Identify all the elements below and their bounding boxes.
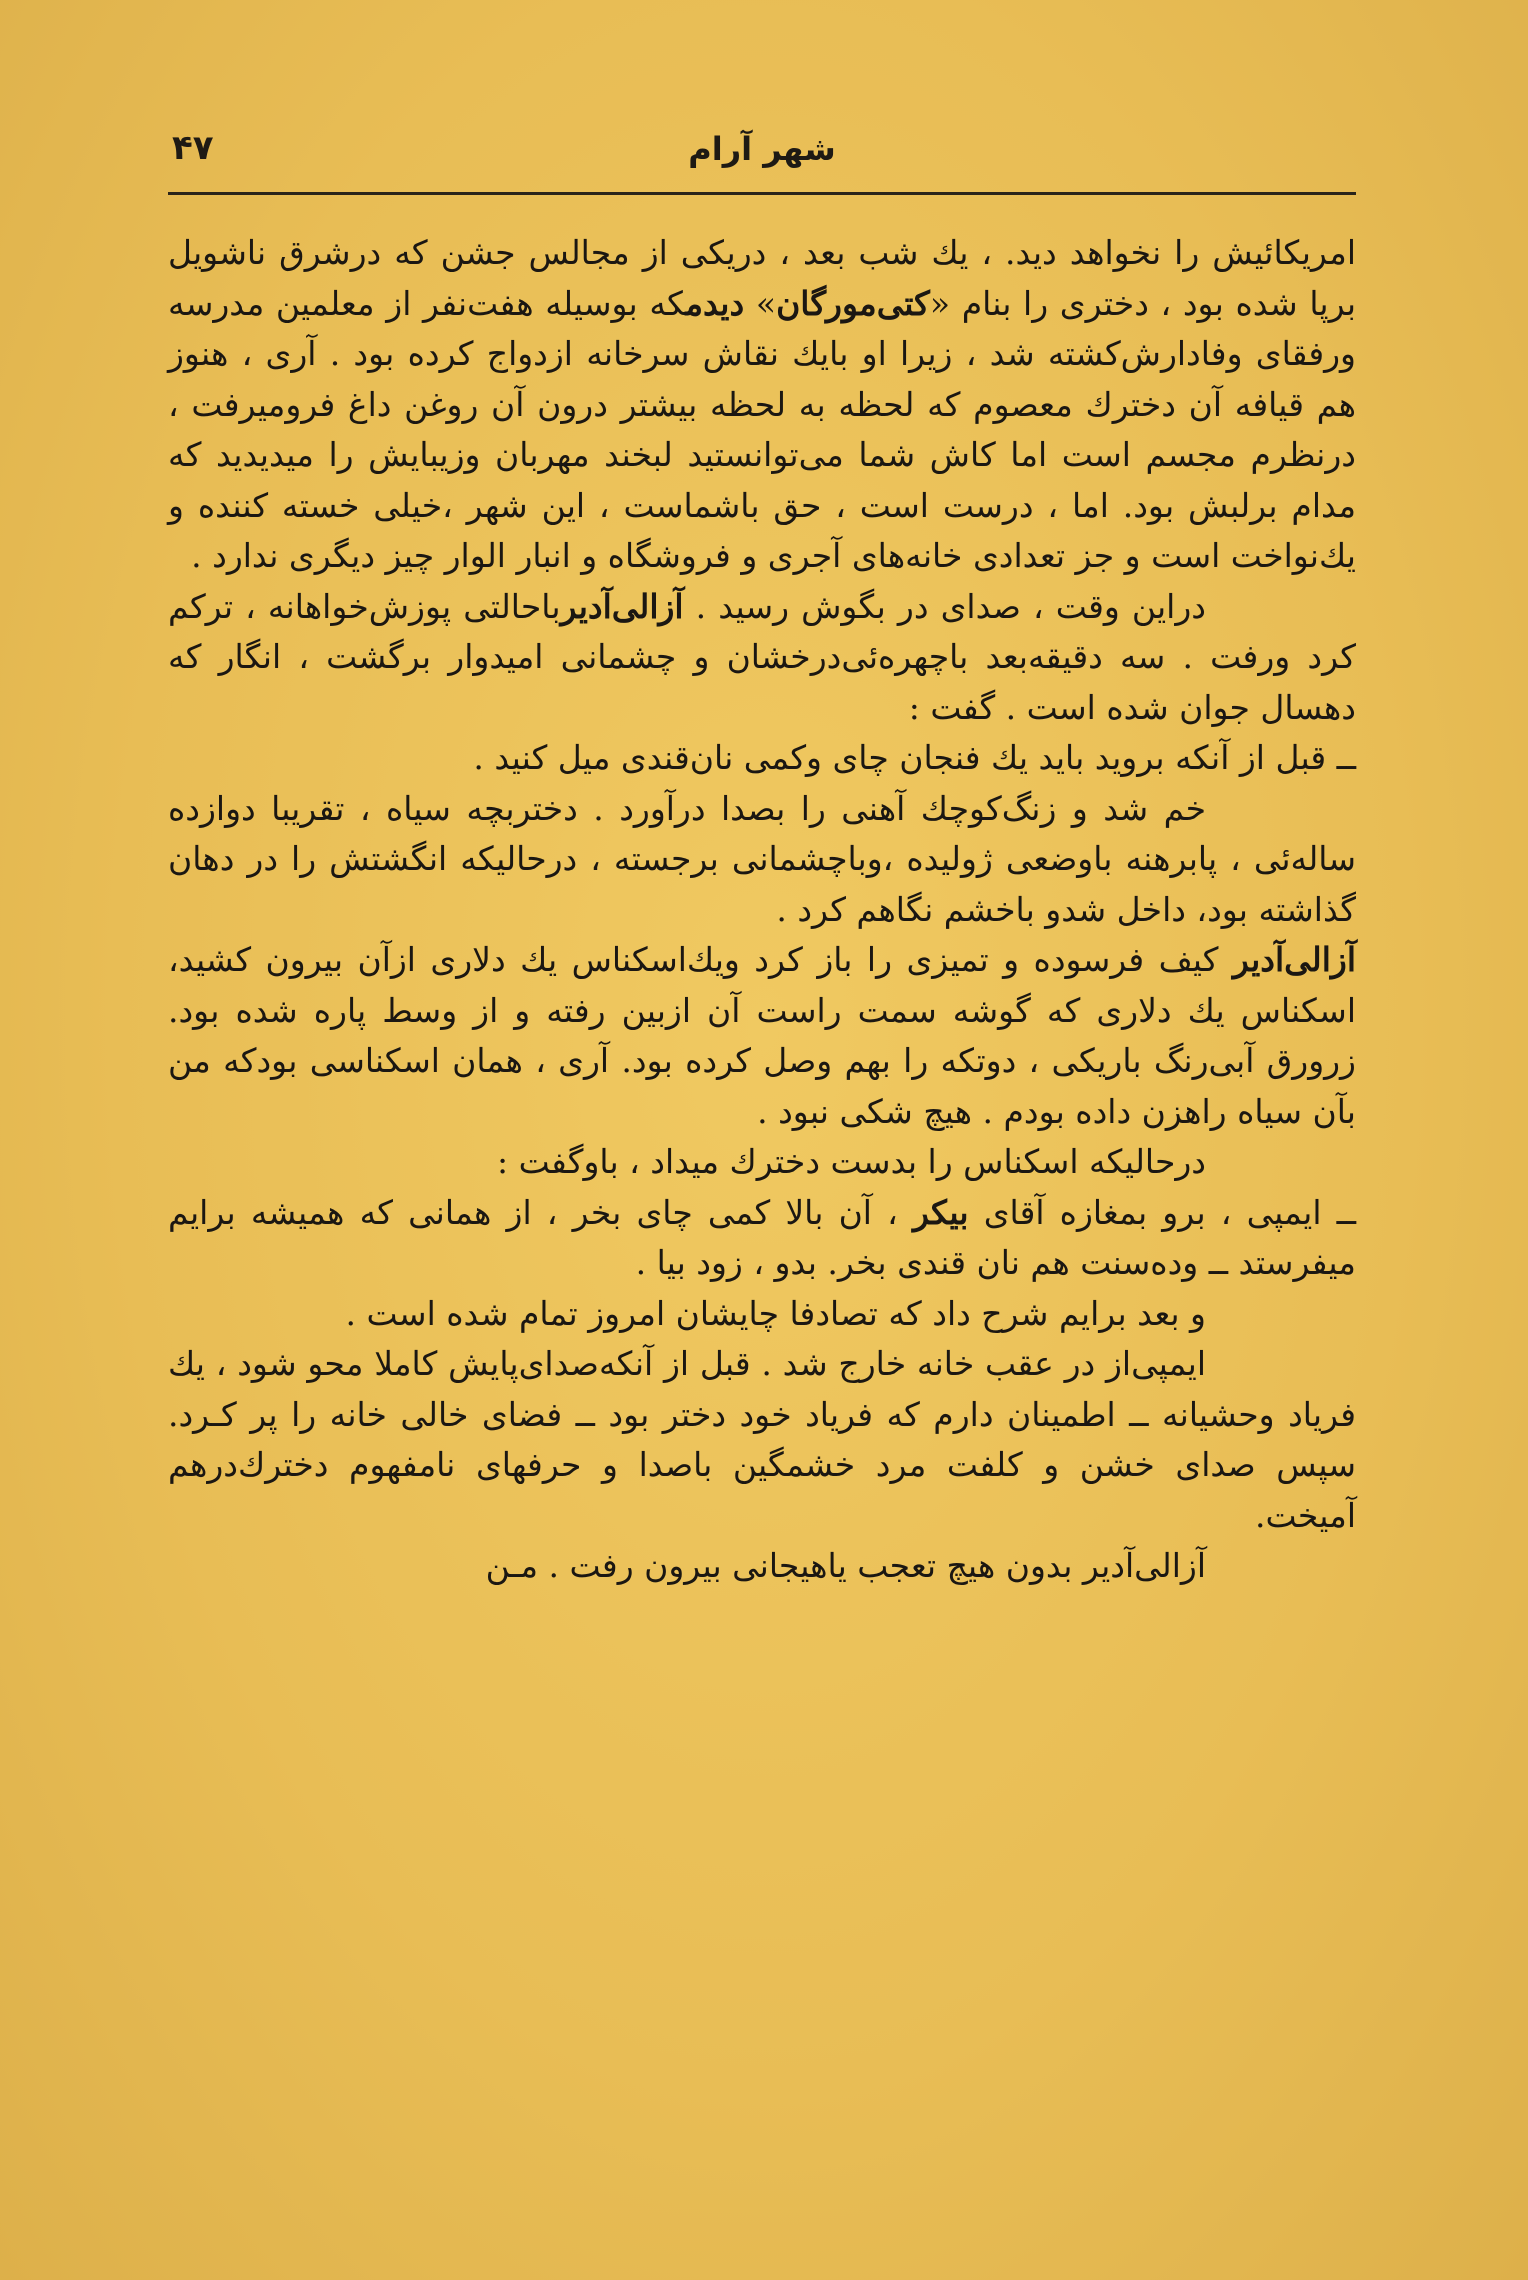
name-azalea-adair: آزالی‌آدیر	[560, 586, 684, 626]
page-body	[168, 228, 1356, 1592]
text-run: کیف فرسوده و تمیزی را باز کرد ویك‌اسکناس یك دلاری ازآن بیرون کشید، اسکناس یك دلاری که گوشه سمت راست آن ازبین رفته و از وسط پاره شده بود. زرورق آبی‌رنگ باریکی ، دوتکه را بهم وصل کرده بود. آری ، همان اسکناسی بودکه من بآن سیاه راهزن داده بودم . هیچ شکی نبود .	[168, 940, 1356, 1131]
text-run: ، آن بالا کمی چای بخر ، از همانی که همیشه برایم میفرستد ــ وده‌سنت هم نان قندی بخر. بدو ، زود بیا .	[168, 1192, 1356, 1282]
paragraph-2	[168, 582, 1356, 734]
paragraph-5	[168, 935, 1356, 1137]
bold-word: دیدم	[685, 283, 745, 323]
header-rule	[168, 192, 1356, 195]
paragraph-7	[168, 1188, 1356, 1289]
page-number: ۴۷	[172, 128, 214, 168]
text-run: که بوسیله هفت‌نفر از معلمین مدرسه ورفقای وفادارش‌کشته شد ، زیرا او بایك نقاش سرخانه ازدواج کرده بود . آری ، هنوز هم قیافه آن دخترك معصوم که لحظه به لحظه بیشتر درون آن روغن داغ فرومیرفت ، درنظرم مجسم است اما کاش شما می‌توانستید لبخند مهربان وزیبایش را میدیدید که مدام برلبش بود. اما ، درست است ، حق باشماست ، این شهر ،خیلی خسته کننده و یك‌نواخت است و جز تعدادی خانه‌های آجری و فروشگاه و انبار الوار چیز دیگری ندارد .	[168, 283, 1356, 575]
paragraph-1	[168, 228, 1356, 582]
text-run: »	[744, 283, 777, 323]
paragraph-9: ایمپی‌از در عقب خانه خارج شد . قبل از آنکه‌صدای‌پایش کاملا محو شود ، یك فریاد وحشیانه ــ اطمینان دارم که فریاد خود دختر بود ــ فضای خالی خانه را پر کـرد. سپس صدای خشن و کلفت مرد خشمگین باصدا و حرفهای نامفهوم دخترك‌درهم آمیخت.	[168, 1344, 1356, 1535]
text-run: امریکائیش را نخواهد دید. ، یك شب بعد ، دریکی از مجالس جشن که درشرق ناشویل برپا شده بود ، دختری را بنام «	[168, 233, 1356, 323]
text-run: دراین وقت ، صدای در بگوش رسید .	[683, 586, 1206, 626]
page-header	[172, 128, 1352, 188]
paragraph-6: درحالیکه اسکناس را بدست دخترك میداد ، باوگفت :	[497, 1142, 1206, 1181]
name-azalea-adair: آزالی‌آدیر	[1232, 940, 1356, 979]
name-baker: بیکر	[912, 1192, 969, 1232]
page-title: شهر آرام	[688, 130, 836, 168]
text-run: ــ ایمپی ، برو بمغازه آقای	[968, 1192, 1356, 1232]
paragraph-10: آزالی‌آدیر بدون هیچ تعجب یاهیجانی بیرون رفت . مـن	[485, 1546, 1206, 1585]
paragraph-8: و بعد برایم شرح داد که تصادفا چایشان امروز تمام شده است .	[345, 1293, 1206, 1333]
paragraph-4: خم شد و زنگ‌کوچك آهنی را بصدا درآورد . دختربچه سیاه ، تقریبا دوازده ساله‌ئی ، پابرهنه باوضعی ژولیده ،وباچشمانی برجسته ، درحالیکه انگشتش را در دهان گذاشته بود، داخل شدو باخشم نگاهم کرد .	[168, 788, 1356, 929]
name-katie-morgan: کتی‌مورگان	[776, 283, 930, 323]
text-run: باحالتی پوزش‌خواهانه ، ترکم کرد ورفت . سه دقیقه‌بعد باچهره‌ئی‌درخشان و چشمانی امیدوار برگشت ، انگار که دهسال جوان شده است . گفت :	[168, 586, 1356, 727]
paragraph-3: ــ قبل از آنکه بروید باید یك فنجان چای وکمی نان‌قندی میل کنید .	[473, 738, 1356, 777]
